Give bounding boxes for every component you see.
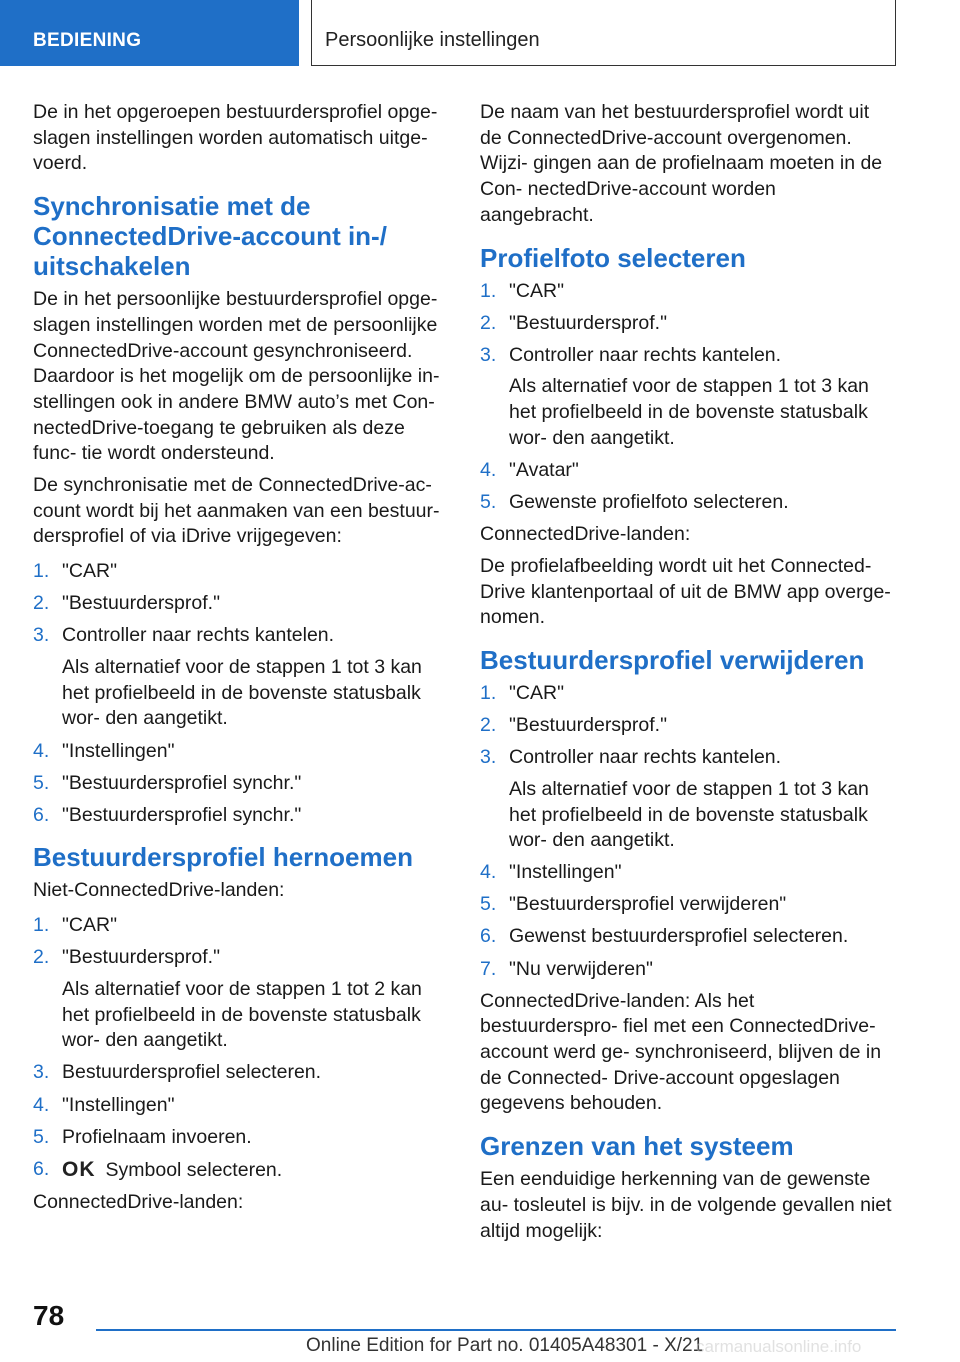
step-text: "CAR" <box>509 681 565 704</box>
list-item <box>480 490 895 516</box>
step-text: Gewenste profielfoto selecteren. <box>509 491 789 513</box>
list-item <box>480 458 895 484</box>
step-text: "Instellingen" <box>62 739 175 762</box>
right-column <box>480 100 895 1250</box>
list-item <box>33 1060 448 1086</box>
intro-paragraph: De in het opgeroepen bestuurdersprofiel opge- slagen instellingen worden automatisch uitge- voerd. <box>33 101 438 175</box>
step-number: 2. <box>480 714 497 736</box>
step-number: 3. <box>480 746 497 769</box>
step-text: "Bestuurdersprofiel verwijderen" <box>509 893 787 916</box>
list-item <box>33 623 448 732</box>
right-intro-paragraph: De naam van het bestuurdersprofiel wordt uit de ConnectedDrive-account overgenomen. Wijzi- gingen aan de profielnaam moeten in de Con- nectedDrive-account worden aangebracht. <box>480 101 883 226</box>
footer-divider <box>96 1329 896 1331</box>
heading-limits: Grenzen van het systeem <box>480 1131 794 1162</box>
step-number: 3. <box>480 343 497 366</box>
step-number: 1. <box>480 279 497 302</box>
list-item <box>33 591 448 617</box>
heading-sync: Synchronisatie met de ConnectedDrive-account in-/ uitschakelen <box>33 191 387 282</box>
step-text: Gewenst bestuurdersprofiel selecteren. <box>509 925 849 948</box>
step-text: "CAR" <box>62 560 118 583</box>
rename-steps <box>33 913 448 1183</box>
list-item <box>33 559 448 585</box>
step-text: "Bestuurdersprof." <box>509 311 667 334</box>
step-number: 1. <box>33 560 50 583</box>
step-text: Symbool selecteren. <box>105 1158 283 1181</box>
page-header <box>0 0 960 66</box>
photo-paragraph-1: ConnectedDrive-landen: <box>480 523 691 546</box>
step-number: 3. <box>33 1061 50 1084</box>
photo-paragraph-2: De profielafbeelding wordt uit het Connected- Drive klantenportaal of uit de BMW app overge- nomen. <box>480 554 891 629</box>
step-number: 5. <box>33 771 50 794</box>
list-item <box>33 945 448 1054</box>
list-item <box>33 913 448 939</box>
sync-steps <box>33 559 448 828</box>
step-text: "Instellingen" <box>62 1093 175 1116</box>
heading-delete: Bestuurdersprofiel verwijderen <box>480 644 865 675</box>
step-text: Controller naar rechts kantelen. <box>62 624 335 647</box>
step-text: Profielnaam invoeren. <box>62 1125 252 1148</box>
step-text: Controller naar rechts kantelen. <box>509 343 782 366</box>
step-text: "Instellingen" <box>509 861 622 884</box>
step-number: 1. <box>33 914 50 937</box>
heading-rename: Bestuurdersprofiel hernoemen <box>33 842 413 873</box>
step-number: 4. <box>33 739 50 762</box>
step-number: 3. <box>33 624 50 647</box>
limits-paragraph-1: Een eenduidige herkenning van de gewenste au- tosleutel is bijv. in de volgende gevallen niet altijd mogelijk: <box>480 1168 892 1242</box>
list-item <box>33 1157 448 1184</box>
step-text: "CAR" <box>509 279 565 302</box>
step-note: Als alternatief voor de stappen 1 tot 3 kan het profielbeeld in de bovenste statusbalk wor- den aangetikt. <box>62 656 422 730</box>
delete-paragraph-1: ConnectedDrive-landen: Als het bestuurderspro- fiel met een ConnectedDrive-account werd ge- synchroniseerd, blijven de in de Connected- Drive-account opgeslagen gegevens behouden. <box>480 989 882 1115</box>
list-item <box>480 713 895 739</box>
list-item <box>480 860 895 886</box>
list-item <box>33 771 448 797</box>
step-number: 2. <box>33 946 50 969</box>
step-note: Als alternatief voor de stappen 1 tot 2 kan het profielbeeld in de bovenste statusbalk wor- den aangetikt. <box>62 977 422 1052</box>
step-text: "Bestuurdersprof." <box>62 946 220 969</box>
step-number: 4. <box>33 1093 50 1116</box>
step-text: "Bestuurdersprofiel synchr." <box>62 771 302 794</box>
rename-paragraph-1: Niet-ConnectedDrive-landen: <box>33 879 285 902</box>
left-column <box>33 100 448 1222</box>
list-item <box>33 1125 448 1151</box>
step-text: "Avatar" <box>509 458 579 481</box>
list-item <box>480 279 895 305</box>
list-item <box>33 803 448 829</box>
list-item <box>33 739 448 765</box>
ok-symbol-icon: OK <box>62 1157 96 1181</box>
rename-paragraph-2: ConnectedDrive-landen: <box>33 1190 244 1213</box>
photo-steps <box>480 279 895 516</box>
step-text: "Bestuurdersprof." <box>62 592 220 615</box>
list-item <box>480 957 895 983</box>
sync-paragraph-2: De synchronisatie met de ConnectedDrive-ac- count wordt bij het aanmaken van een bestuur- dersprofiel of via iDrive vrijgegeven: <box>33 474 440 548</box>
chapter-title-box <box>311 0 896 66</box>
step-number: 6. <box>33 1157 50 1180</box>
step-number: 2. <box>33 592 50 615</box>
step-number: 4. <box>480 458 497 481</box>
step-text: "Bestuurdersprof." <box>509 714 667 736</box>
chapter-title: Persoonlijke instellingen <box>325 29 540 51</box>
step-note: Als alternatief voor de stappen 1 tot 3 kan het profielbeeld in de bovenste statusbalk wor- den aangetikt. <box>509 777 869 852</box>
step-number: 6. <box>480 925 497 948</box>
step-note: Als alternatief voor de stappen 1 tot 3 kan het profielbeeld in de bovenste statusbalk wor- den aangetikt. <box>509 375 869 449</box>
edition-label: Online Edition for Part no. 01405A48301 - X/21 <box>306 1335 704 1356</box>
section-label: BEDIENING <box>33 30 142 51</box>
step-text: Controller naar rechts kantelen. <box>509 746 782 769</box>
list-item <box>480 343 895 452</box>
heading-photo: Profielfoto selecteren <box>480 242 746 273</box>
step-number: 2. <box>480 311 497 334</box>
section-tab <box>0 0 299 66</box>
list-item <box>480 311 895 337</box>
step-text: "Nu verwijderen" <box>509 957 653 980</box>
sync-paragraph-1: De in het persoonlijke bestuurdersprofiel opge- slagen instellingen worden met de persoonlijke ConnectedDrive-account gesynchroniseerd. Daardoor is het mogelijk om de persoonlijke in- stellingen ook in andere BMW auto’s met Con- nectedDrive-toegang te gebruiken als deze func- tie wordt ondersteund. <box>33 288 440 465</box>
step-text: "Bestuurdersprofiel synchr." <box>62 803 302 826</box>
list-item <box>33 1093 448 1119</box>
list-item <box>480 745 895 854</box>
page-number: 78 <box>33 1300 65 1331</box>
step-text: Bestuurdersprofiel selecteren. <box>62 1061 322 1084</box>
step-text: "CAR" <box>62 914 118 937</box>
watermark: carmanualsonline.info <box>696 1337 862 1356</box>
step-number: 5. <box>480 491 497 513</box>
list-item <box>480 924 895 950</box>
delete-steps <box>480 681 895 982</box>
list-item <box>480 892 895 918</box>
list-item <box>480 681 895 707</box>
step-number: 4. <box>480 861 497 884</box>
step-number: 5. <box>480 893 497 916</box>
step-number: 5. <box>33 1125 50 1148</box>
step-number: 6. <box>33 803 50 826</box>
step-number: 7. <box>480 957 497 980</box>
step-number: 1. <box>480 681 497 704</box>
